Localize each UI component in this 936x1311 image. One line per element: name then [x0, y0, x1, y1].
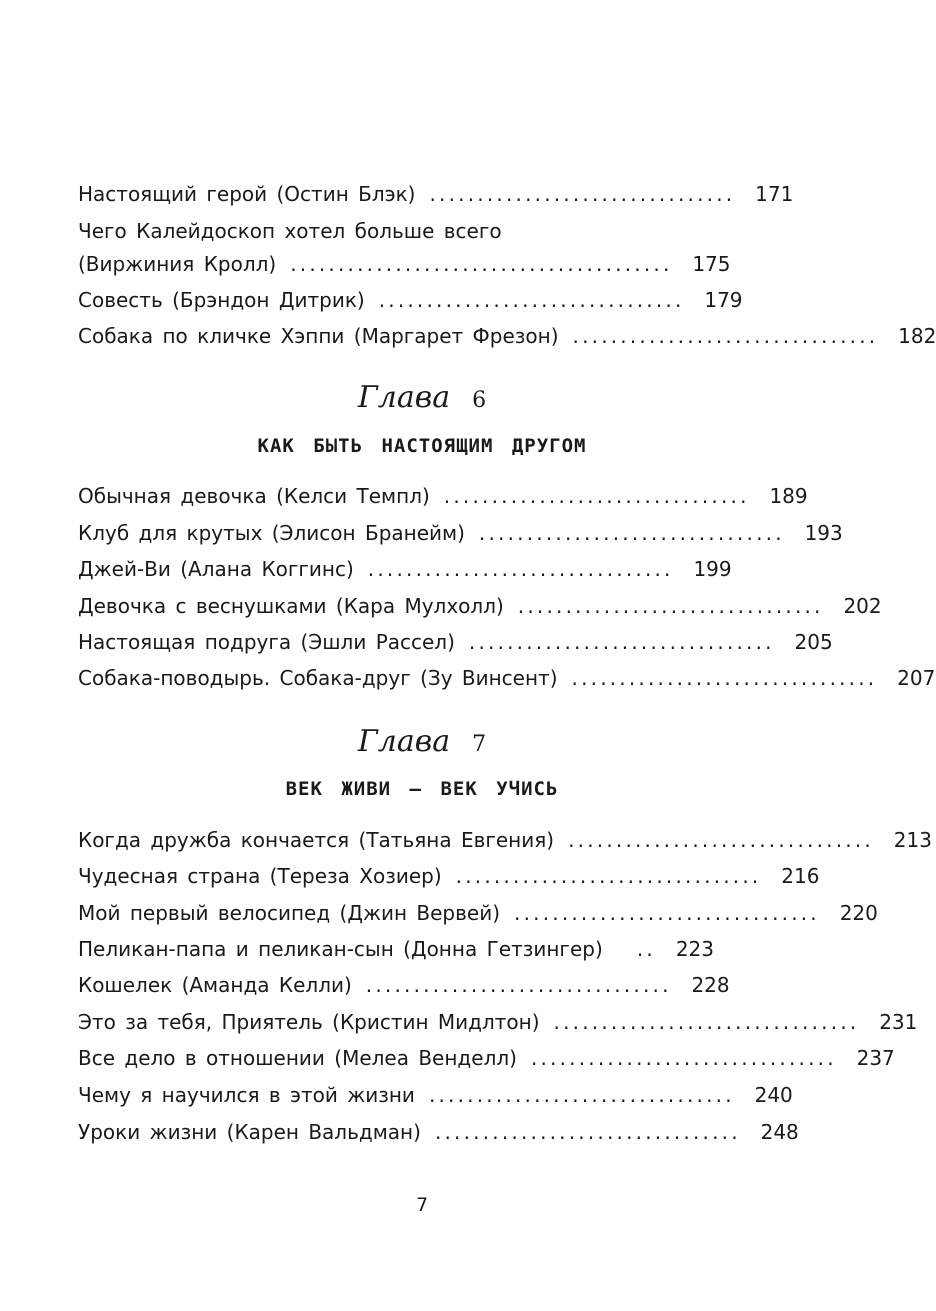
entry-leader-dots: ................................ [572, 324, 879, 348]
toc-entry [78, 627, 833, 657]
entry-leader-dots: ................................ [455, 864, 762, 888]
entry-leader-dots: ................................ [367, 557, 674, 581]
entry-title: Настоящая подруга (Эшли Рассел) [78, 630, 455, 654]
chapter-6-heading [0, 378, 844, 421]
toc-entry [78, 554, 732, 584]
entry-title: Пеликан-папа и пеликан-сын (Донна Гетзингер) [78, 937, 603, 961]
entry-page-number: 223 [675, 937, 714, 961]
entry-title: Настоящий герой (Остин Блэк) [78, 182, 416, 206]
toc-entry [78, 1043, 895, 1073]
entry-page-number: 189 [769, 484, 808, 508]
entry-title: Собака по кличке Хэппи (Маргарет Фрезон) [78, 324, 559, 348]
chapter-7-heading [0, 722, 844, 765]
entry-leader-dots: ................................ [553, 1010, 860, 1034]
entry-title: Чему я научился в этой жизни [78, 1083, 415, 1107]
toc-entry [78, 481, 808, 511]
entry-title: Кошелек (Аманда Келли) [78, 973, 352, 997]
entry-page-number: 207 [897, 666, 936, 690]
toc-entry [78, 1117, 799, 1147]
entry-title: Девочка с веснушками (Кара Мулхолл) [78, 594, 504, 618]
entry-leader-dots: ................................ [530, 1046, 837, 1070]
toc-entry [78, 249, 731, 279]
entry-leader-dots: ................................ [428, 1083, 735, 1107]
entry-leader-dots: ................................ [468, 630, 775, 654]
toc-entry [78, 825, 932, 855]
entry-leader-dots: ........................................ [290, 252, 673, 276]
entry-title: Собака-поводырь. Собака-друг (Зу Винсент) [78, 666, 558, 690]
chapter-label: Глава [357, 724, 451, 759]
entry-page-number: 171 [755, 182, 794, 206]
entry-leader-dots: .. [636, 937, 656, 961]
toc-entry [78, 179, 794, 209]
entry-leader-dots: ................................ [434, 1120, 741, 1144]
entry-page-number: 202 [843, 594, 882, 618]
toc-entry [78, 663, 936, 693]
entry-leader-dots: ................................ [443, 484, 750, 508]
chapter-6-subtitle: КАК БЫТЬ НАСТОЯЩИМ ДРУГОМ [257, 435, 587, 457]
entry-page-number: 193 [804, 521, 843, 545]
entry-page-number: 228 [691, 973, 730, 997]
entry-title: Все дело в отношении (Мелеа Венделл) [78, 1046, 517, 1070]
entry-page-number: 205 [794, 630, 833, 654]
entry-leader-dots: ................................ [378, 288, 685, 312]
entry-page-number: 179 [704, 288, 743, 312]
entry-title: Мой первый велосипед (Джин Вервей) [78, 901, 501, 925]
chapter-number: 6 [472, 388, 487, 413]
entry-page-number: 231 [879, 1010, 918, 1034]
toc-entry [78, 1007, 918, 1037]
page-number: 7 [415, 1194, 429, 1216]
entry-title: (Виржиния Кролл) [78, 252, 277, 276]
entry-page-number: 175 [692, 252, 731, 276]
entry-title: Обычная девочка (Келси Темпл) [78, 484, 430, 508]
entry-title: Совесть (Брэндон Дитрик) [78, 288, 365, 312]
entry-title: Чудесная страна (Тереза Хозиер) [78, 864, 442, 888]
entry-page-number: 220 [839, 901, 878, 925]
toc-entry [78, 321, 936, 351]
entry-title: Джей-Ви (Алана Коггинс) [78, 557, 354, 581]
entry-title: Это за тебя, Приятель (Кристин Мидлтон) [78, 1010, 540, 1034]
entry-title: Уроки жизни (Карен Вальдман) [78, 1120, 421, 1144]
entry-page-number: 240 [754, 1083, 793, 1107]
entry-page-number: 213 [893, 828, 932, 852]
entry-page-number: 237 [856, 1046, 895, 1070]
toc-entry [78, 1080, 793, 1110]
entry-title: Когда дружба кончается (Татьяна Евгения) [78, 828, 555, 852]
toc-entry [78, 970, 730, 1000]
entry-leader-dots: ................................ [568, 828, 874, 852]
toc-entry [78, 518, 843, 548]
entry-leader-dots: ................................ [478, 521, 785, 545]
toc-entry [78, 285, 743, 315]
entry-page-number: 182 [898, 324, 936, 348]
entry-leader-dots: ................................ [514, 901, 820, 925]
chapter-7-subtitle: ВЕК ЖИВИ – ВЕК УЧИСЬ [285, 778, 559, 800]
entry-leader-dots: ................................ [365, 973, 672, 997]
entry-page-number: 199 [693, 557, 732, 581]
toc-entry [78, 898, 878, 928]
entry-title: Клуб для крутых (Элисон Бранейм) [78, 521, 465, 545]
toc-entry [78, 861, 820, 891]
chapter-number: 7 [472, 732, 487, 757]
entry-page-number: 248 [760, 1120, 799, 1144]
chapter-label: Глава [357, 380, 451, 415]
entry-leader-dots: ................................ [517, 594, 824, 618]
entry-leader-dots: ................................ [429, 182, 736, 206]
entry-leader-dots: ................................ [571, 666, 878, 690]
entry-title-line1: Чего Калейдоскоп хотел больше всего [78, 219, 502, 243]
toc-entry [78, 591, 882, 621]
entry-page-number: 216 [781, 864, 820, 888]
toc-entry [78, 934, 714, 964]
